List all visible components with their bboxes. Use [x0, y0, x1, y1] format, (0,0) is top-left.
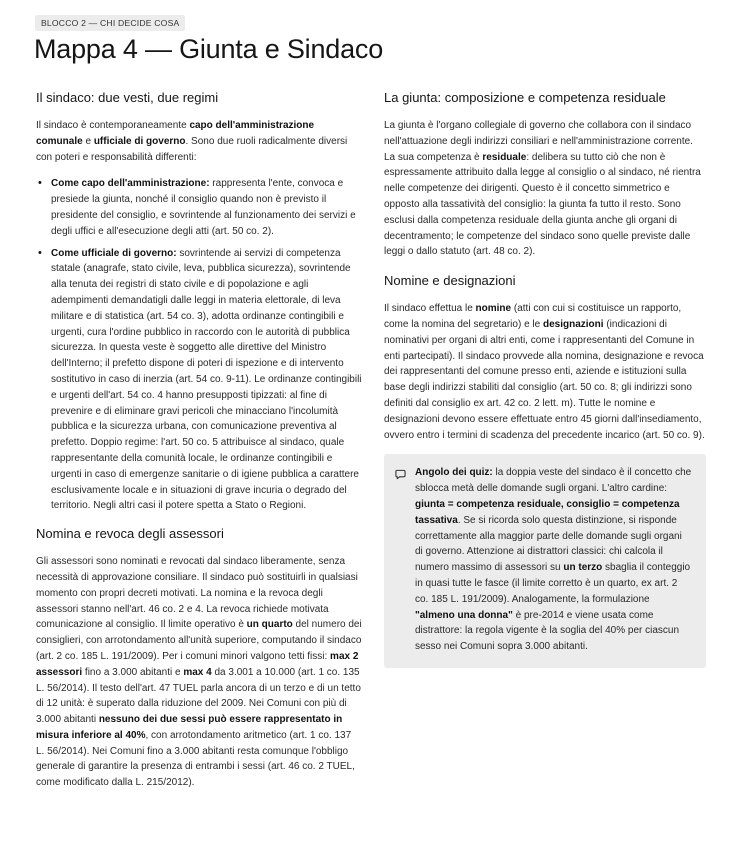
bold-text: Come capo dell'amministrazione:	[51, 178, 210, 190]
heading-nomine: Nomine e designazioni	[384, 273, 516, 289]
quiz-callout	[384, 454, 706, 668]
bold-text: residuale	[482, 151, 527, 163]
bold-text: un quarto	[246, 619, 293, 631]
list-item-capo-amministrazione	[36, 176, 362, 239]
bullet-icon: •	[38, 246, 42, 259]
giunta-body: La giunta è l'organo collegiale di governo che collabora con il sindaco nell'attuazione degli indirizzi consiliari e nell'amministrazione corrente. La sua competenza è residuale: delibera su tutto ciò che non è espressamente attribuito dalla legge al consiglio o al sindaco, né rientra nelle competenze dei dirigenti. Questo è il concetto simmetrico e opposto alla tassatività del consiglio: la giunta fa tutto il resto. Sono esclusi dalla competenza residuale della giunta anche gli organi di decentramento; le competenze del sindaco sono quelle previste dalle leggi o dallo statuto (art. 48 co. 2).	[384, 120, 701, 258]
list-item-text: Come ufficiale di governo: sovrintende ai servizi di competenza statale (anagrafe, stato civile, leva, pubblica sicurezza), sovrintende alla tenuta dei registri di stato civile e di popolazione e agli adempimenti demandatigli dalle leggi in materia elettorale, di leva militare e di statistica (art. 54 co. 3), adotta ordinanze contingibili e urgenti, cura l'ordine pubblico in raccordo con le autorità di pubblica sicurezza. In questa veste è soggetto alle direttive del Ministro dell'Interno; il prefetto dispone di poteri di ispezione e di intervento sostitutivo in caso di inerzia (art. 54 co. 9-11). Le ordinanze contingibili e urgenti dell'art. 54 co. 4 hanno presupposti tipizzati: al fine di prevenire e di eliminare gravi pericoli che minacciano l'incolumità pubblica e la sicurezza urbana, con comunicazione preventiva al prefetto. Doppio regime: l'art. 50 co. 5 attribuisce al sindaco, quale rappresentante della comunità locale, le ordinanze contingibili e urgenti in caso di emergenze sanitarie o di igiene pubblica a carattere esclusivamente locale e in situazioni di grave incuria o degrado del territorio. Negli altri casi il potere spetta a Stato o Regioni.	[51, 247, 362, 512]
bold-text: nomine	[475, 303, 512, 315]
left-column	[36, 88, 362, 802]
bold-text: giunta = competenza residuale, consiglio = competenza tassativa	[415, 498, 680, 526]
bold-text: Come ufficiale di governo:	[51, 247, 177, 259]
sindaco-roles-list	[36, 176, 362, 514]
list-item-text: Come capo dell'amministrazione: rappresenta l'ente, convoca e presiede la giunta, nonché il consiglio quando non è previsto il presidente del consiglio, e sovrintende al funzionamento dei servizi e degli uffici e all'esecuzione degli atti (art. 50 co. 2).	[51, 178, 356, 237]
bold-text: designazioni	[542, 318, 604, 330]
sindaco-intro: Il sindaco è contemporaneamente capo dell'amministrazione comunale e ufficiale di governo. Sono due ruoli radicalmente diversi con poteri e responsabilità differenti:	[36, 120, 348, 163]
assessori-body: Gli assessori sono nominati e revocati dal sindaco liberamente, senza necessità di approvazione consiliare. Il sindaco può sostituirli in qualsiasi momento con propri decreti motivati. La nomina e la revoca degli assessori stanno nell'art. 46 co. 2 e 4. La revoca richiede motivata comunicazione al consiglio. Il limite operativo è un quarto del numero dei consiglieri, con arrotondamento all'unità superiore, computando il sindaco (art. 2 co. 185 L. 191/2009). Per i comuni minori valgono tetti fissi: max 2 assessori fino a 3.000 abitanti e max 4 da 3.001 a 10.000 (art. 1 co. 135 L. 56/2014). Il testo dell'art. 47 TUEL parla ancora di un terzo e di un tetto di 12 unità: è superato dalla riduzione del 2009. Nei Comuni con più di 3.000 abitanti nessuno dei due sessi può essere rappresentato in misura inferiore al 40%, con arrotondamento aritmetico (art. 1 co. 137 L. 56/2014). Nei Comuni fino a 3.000 abitanti resta comunque l'obbligo generale di garantire la presenza di entrambi i sessi (art. 46 co. 2 TUEL, come modificato dalla L. 215/2012).	[36, 556, 362, 789]
heading-sindaco: Il sindaco: due vesti, due regimi	[36, 90, 219, 105]
bold-text: capo dell'amministrazione comunale	[36, 120, 315, 147]
bold-text: max 2 assessori	[36, 650, 359, 678]
bold-text: un terzo	[563, 562, 603, 574]
bold-text: ufficiale di governo	[93, 135, 186, 147]
heading-giunta: La giunta: composizione e competenza residuale	[384, 90, 666, 105]
nomine-body: Il sindaco effettua le nomine (atti con cui si costituisce un rapporto, come la nomina del segretario) e le designazioni (indicazioni di nominativi per organi di altri enti, come i rappresentanti del Comune in enti partecipati). Il sindaco provvede alla nomina, designazione e revoca dei rappresentanti del comune presso enti, aziende e istituzioni sulla base degli indirizzi stabiliti dal consiglio (art. 50 co. 8; gli indirizzi sono definiti dal consiglio ex art. 42 co. 2 lett. m). Tutte le nomine e designazioni devono essere effettuate entro 45 giorni dall'insediamento, ovvero entro i termini di scadenza del precedente incarico (art. 50 co. 9).	[384, 303, 705, 441]
quiz-callout-text: Angolo dei quiz: la doppia veste del sindaco è il concetto che sblocca metà delle domande sugli organi. L'altro cardine: giunta = competenza residuale, consiglio = competenza tassativa. Se si ricorda solo questa distinzione, si risponde correttamente alla maggior parte delle domande sugli organi di governo. Attenzione ai distrattori classici: chi calcola il numero massimo di assessori su un terzo sbaglia il conteggio in quasi tutte le fasce (il limite corretto è un quarto, ex art. 2 co. 185 L. 191/2009). Analogamente, la formulazione "almeno una donna" è pre-2014 e viene usata come distrattore: la regola vigente è la soglia del 40% per ciascun sesso nei Comuni sopra 3.000 abitanti.	[415, 467, 692, 653]
page-title: Mappa 4 — Giunta e Sindaco	[34, 34, 384, 64]
bold-text: "almeno una donna"	[415, 609, 513, 621]
bold-text: max 4	[183, 666, 212, 678]
right-column	[384, 88, 706, 668]
bold-text: Angolo dei quiz:	[415, 467, 493, 479]
heading-assessori: Nomina e revoca degli assessori	[36, 526, 224, 542]
bold-text: nessuno dei due sessi può essere rappresentato in misura inferiore al 40%	[36, 714, 343, 741]
bullet-icon: •	[38, 177, 42, 190]
section-tag: BLOCCO 2 — CHI DECIDE COSA	[35, 15, 185, 31]
chat-bubble-icon	[395, 469, 406, 480]
list-item-ufficiale-governo	[36, 246, 362, 515]
